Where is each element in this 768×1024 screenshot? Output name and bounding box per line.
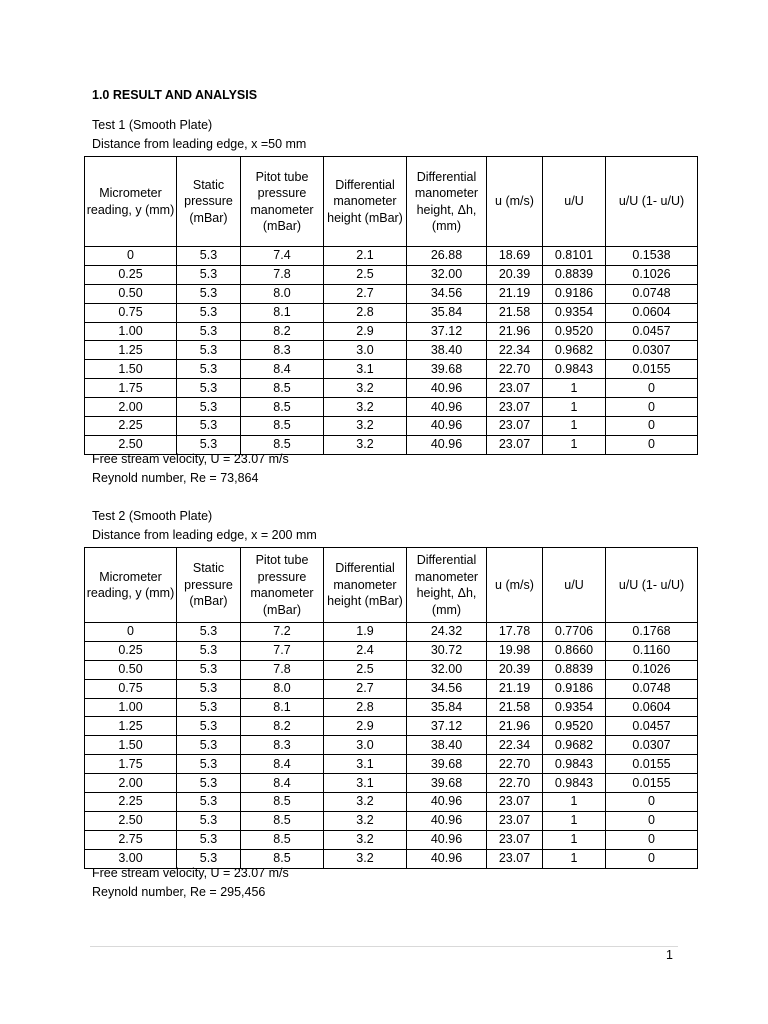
- table-row: [85, 247, 698, 266]
- table-cell: 0.1538: [606, 247, 698, 266]
- table-cell: 17.78: [487, 623, 543, 642]
- table-cell: 21.96: [487, 322, 543, 341]
- table-cell: 1: [543, 379, 606, 398]
- table-cell: 5.3: [177, 830, 241, 849]
- table-cell: 0.0748: [606, 679, 698, 698]
- table-row: [85, 360, 698, 379]
- table-cell: 1.75: [85, 379, 177, 398]
- table-cell: 0.1768: [606, 623, 698, 642]
- table-cell: 0.1026: [606, 265, 698, 284]
- table-cell: 40.96: [407, 435, 487, 454]
- table-cell: 1: [543, 830, 606, 849]
- table-cell: 40.96: [407, 793, 487, 812]
- column-header: u/U (1- u/U): [606, 157, 698, 247]
- column-header: Differential manometer height (mBar): [324, 548, 407, 623]
- table-cell: 20.39: [487, 660, 543, 679]
- table-cell: 0.7706: [543, 623, 606, 642]
- table-cell: 2.50: [85, 811, 177, 830]
- table-cell: 40.96: [407, 830, 487, 849]
- table-cell: 23.07: [487, 417, 543, 436]
- table-row: [85, 379, 698, 398]
- table-cell: 34.56: [407, 284, 487, 303]
- table-cell: 23.07: [487, 849, 543, 868]
- table-cell: 22.70: [487, 360, 543, 379]
- table-cell: 19.98: [487, 641, 543, 660]
- table-cell: 8.3: [241, 341, 324, 360]
- table-cell: 5.3: [177, 435, 241, 454]
- table-cell: 3.2: [324, 849, 407, 868]
- table-cell: 0.9843: [543, 755, 606, 774]
- table-row: [85, 679, 698, 698]
- test2-table: [84, 547, 698, 869]
- table-cell: 0.0307: [606, 341, 698, 360]
- table-cell: 8.5: [241, 379, 324, 398]
- table-cell: 8.1: [241, 698, 324, 717]
- table-row: [85, 811, 698, 830]
- table-cell: 21.19: [487, 679, 543, 698]
- table-cell: 0.9186: [543, 679, 606, 698]
- table-cell: 0: [606, 849, 698, 868]
- table-cell: 7.8: [241, 265, 324, 284]
- table-cell: 7.4: [241, 247, 324, 266]
- table-cell: 0.8101: [543, 247, 606, 266]
- table-cell: 18.69: [487, 247, 543, 266]
- table-cell: 23.07: [487, 435, 543, 454]
- footer-divider: [90, 946, 678, 947]
- column-header: Differential manometer height (mBar): [324, 157, 407, 247]
- table-cell: 7.2: [241, 623, 324, 642]
- table-cell: 0.75: [85, 303, 177, 322]
- section-heading: 1.0 RESULT AND ANALYSIS: [92, 88, 258, 102]
- table-cell: 0.50: [85, 284, 177, 303]
- table-cell: 0.25: [85, 641, 177, 660]
- table-cell: 5.3: [177, 811, 241, 830]
- table-row: [85, 736, 698, 755]
- table-cell: 0: [606, 830, 698, 849]
- table-cell: 2.00: [85, 774, 177, 793]
- table-cell: 3.2: [324, 379, 407, 398]
- table-cell: 5.3: [177, 774, 241, 793]
- column-header: Micrometer reading, y (mm): [85, 157, 177, 247]
- table-cell: 0: [606, 435, 698, 454]
- table-cell: 3.00: [85, 849, 177, 868]
- column-header: u/U: [543, 548, 606, 623]
- table-cell: 5.3: [177, 360, 241, 379]
- column-header: Static pressure (mBar): [177, 157, 241, 247]
- table-cell: 2.8: [324, 698, 407, 717]
- table-cell: 38.40: [407, 341, 487, 360]
- table-row: [85, 830, 698, 849]
- table-cell: 2.7: [324, 284, 407, 303]
- table-cell: 24.32: [407, 623, 487, 642]
- table-cell: 0: [85, 247, 177, 266]
- table-cell: 5.3: [177, 303, 241, 322]
- table-cell: 8.3: [241, 736, 324, 755]
- table-cell: 0: [85, 623, 177, 642]
- table-cell: 0.0457: [606, 717, 698, 736]
- table-cell: 8.5: [241, 830, 324, 849]
- table-cell: 5.3: [177, 265, 241, 284]
- table-cell: 0.8839: [543, 265, 606, 284]
- table-cell: 2.5: [324, 265, 407, 284]
- column-header: Pitot tube pressure manometer (mBar): [241, 548, 324, 623]
- table-row: [85, 793, 698, 812]
- table-cell: 40.96: [407, 417, 487, 436]
- table-cell: 39.68: [407, 360, 487, 379]
- table-cell: 1: [543, 417, 606, 436]
- table-cell: 35.84: [407, 303, 487, 322]
- table-cell: 2.25: [85, 793, 177, 812]
- table-row: [85, 698, 698, 717]
- table-cell: 1.25: [85, 717, 177, 736]
- table-cell: 0.9354: [543, 303, 606, 322]
- table-cell: 7.8: [241, 660, 324, 679]
- table-cell: 34.56: [407, 679, 487, 698]
- table-cell: 8.5: [241, 793, 324, 812]
- table-cell: 0.0307: [606, 736, 698, 755]
- table-cell: 39.68: [407, 774, 487, 793]
- table-cell: 1.25: [85, 341, 177, 360]
- table-row: [85, 265, 698, 284]
- table-cell: 8.5: [241, 417, 324, 436]
- table-row: [85, 660, 698, 679]
- column-header: Differential manometer height, Δh, (mm): [407, 548, 487, 623]
- table-cell: 22.34: [487, 736, 543, 755]
- table-cell: 1: [543, 849, 606, 868]
- table-cell: 2.8: [324, 303, 407, 322]
- table-row: [85, 417, 698, 436]
- table-cell: 2.9: [324, 717, 407, 736]
- table-cell: 1.75: [85, 755, 177, 774]
- table-cell: 0: [606, 793, 698, 812]
- table-cell: 0: [606, 398, 698, 417]
- table-cell: 8.2: [241, 322, 324, 341]
- test1-table-body: [85, 247, 698, 455]
- table-cell: 40.96: [407, 811, 487, 830]
- table-cell: 21.19: [487, 284, 543, 303]
- table-cell: 1: [543, 811, 606, 830]
- table-header-row: [85, 157, 698, 247]
- table-cell: 3.0: [324, 736, 407, 755]
- table-cell: 0.9186: [543, 284, 606, 303]
- table-cell: 0.1160: [606, 641, 698, 660]
- table-cell: 2.00: [85, 398, 177, 417]
- table-cell: 22.34: [487, 341, 543, 360]
- table-row: [85, 322, 698, 341]
- table-cell: 40.96: [407, 379, 487, 398]
- table-cell: 8.5: [241, 849, 324, 868]
- table-cell: 2.1: [324, 247, 407, 266]
- column-header: u/U: [543, 157, 606, 247]
- table-cell: 5.3: [177, 717, 241, 736]
- table-cell: 3.2: [324, 793, 407, 812]
- table-cell: 7.7: [241, 641, 324, 660]
- table-cell: 0.8660: [543, 641, 606, 660]
- test1-reynolds-number: Reynold number, Re = 73,864: [92, 471, 259, 485]
- table-cell: 32.00: [407, 265, 487, 284]
- table-cell: 22.70: [487, 774, 543, 793]
- table-cell: 23.07: [487, 830, 543, 849]
- table-cell: 5.3: [177, 379, 241, 398]
- table-cell: 0.8839: [543, 660, 606, 679]
- test2-table-body: [85, 623, 698, 869]
- table-cell: 0.1026: [606, 660, 698, 679]
- table-cell: 23.07: [487, 398, 543, 417]
- table-cell: 0: [606, 379, 698, 398]
- table-cell: 5.3: [177, 849, 241, 868]
- table-cell: 2.7: [324, 679, 407, 698]
- table-cell: 5.3: [177, 322, 241, 341]
- table-cell: 3.2: [324, 811, 407, 830]
- table-cell: 5.3: [177, 623, 241, 642]
- table-cell: 1.00: [85, 698, 177, 717]
- table-cell: 35.84: [407, 698, 487, 717]
- table-cell: 0.0604: [606, 303, 698, 322]
- table-cell: 23.07: [487, 379, 543, 398]
- table-cell: 8.0: [241, 679, 324, 698]
- table-cell: 38.40: [407, 736, 487, 755]
- table-cell: 5.3: [177, 284, 241, 303]
- table-cell: 5.3: [177, 247, 241, 266]
- table-row: [85, 641, 698, 660]
- table-row: [85, 341, 698, 360]
- test1-distance: Distance from leading edge, x =50 mm: [92, 137, 307, 151]
- table-cell: 0.50: [85, 660, 177, 679]
- table-cell: 8.5: [241, 398, 324, 417]
- table-cell: 23.07: [487, 793, 543, 812]
- table-cell: 5.3: [177, 660, 241, 679]
- table-cell: 8.1: [241, 303, 324, 322]
- table-cell: 0.9682: [543, 341, 606, 360]
- table-cell: 0.9520: [543, 322, 606, 341]
- table-cell: 5.3: [177, 698, 241, 717]
- table-cell: 3.1: [324, 755, 407, 774]
- table-cell: 21.96: [487, 717, 543, 736]
- table-cell: 22.70: [487, 755, 543, 774]
- table-row: [85, 717, 698, 736]
- table-cell: 1.50: [85, 360, 177, 379]
- table-cell: 3.1: [324, 774, 407, 793]
- page-number: 1: [666, 948, 673, 962]
- table-cell: 8.4: [241, 360, 324, 379]
- table-header-row: [85, 548, 698, 623]
- table-cell: 0.9354: [543, 698, 606, 717]
- table-cell: 39.68: [407, 755, 487, 774]
- table-cell: 37.12: [407, 322, 487, 341]
- table-cell: 0.9843: [543, 774, 606, 793]
- table-cell: 8.4: [241, 755, 324, 774]
- table-cell: 0.9682: [543, 736, 606, 755]
- table-cell: 3.2: [324, 830, 407, 849]
- table-cell: 40.96: [407, 849, 487, 868]
- table-cell: 3.1: [324, 360, 407, 379]
- table-cell: 8.5: [241, 811, 324, 830]
- table-cell: 5.3: [177, 341, 241, 360]
- table-cell: 40.96: [407, 398, 487, 417]
- table-cell: 1: [543, 435, 606, 454]
- table-cell: 8.2: [241, 717, 324, 736]
- column-header: u/U (1- u/U): [606, 548, 698, 623]
- table-cell: 2.75: [85, 830, 177, 849]
- table-cell: 5.3: [177, 679, 241, 698]
- test2-free-stream-velocity: Free stream velocity, U = 23.07 m/s: [92, 866, 289, 880]
- table-cell: 2.4: [324, 641, 407, 660]
- table-cell: 5.3: [177, 417, 241, 436]
- table-cell: 2.5: [324, 660, 407, 679]
- table-cell: 1: [543, 398, 606, 417]
- table-cell: 8.5: [241, 435, 324, 454]
- table-cell: 20.39: [487, 265, 543, 284]
- table-cell: 5.3: [177, 793, 241, 812]
- column-header: Differential manometer height, Δh, (mm): [407, 157, 487, 247]
- test2-distance: Distance from leading edge, x = 200 mm: [92, 528, 317, 542]
- table-cell: 5.3: [177, 755, 241, 774]
- table-row: [85, 623, 698, 642]
- test2-title: Test 2 (Smooth Plate): [92, 509, 213, 523]
- table-cell: 1.50: [85, 736, 177, 755]
- table-cell: 30.72: [407, 641, 487, 660]
- table-cell: 3.2: [324, 398, 407, 417]
- column-header: u (m/s): [487, 157, 543, 247]
- table-row: [85, 774, 698, 793]
- table-row: [85, 398, 698, 417]
- table-cell: 37.12: [407, 717, 487, 736]
- column-header: Micrometer reading, y (mm): [85, 548, 177, 623]
- table-cell: 1.00: [85, 322, 177, 341]
- table-cell: 3.2: [324, 435, 407, 454]
- test1-title: Test 1 (Smooth Plate): [92, 118, 213, 132]
- table-cell: 0.0457: [606, 322, 698, 341]
- table-cell: 0.0155: [606, 360, 698, 379]
- table-cell: 0.25: [85, 265, 177, 284]
- table-cell: 3.0: [324, 341, 407, 360]
- table-cell: 0.0155: [606, 774, 698, 793]
- table-cell: 21.58: [487, 698, 543, 717]
- table-cell: 5.3: [177, 736, 241, 755]
- table-cell: 0.9520: [543, 717, 606, 736]
- table-cell: 32.00: [407, 660, 487, 679]
- table-cell: 3.2: [324, 417, 407, 436]
- table-cell: 0: [606, 811, 698, 830]
- table-cell: 8.0: [241, 284, 324, 303]
- table-cell: 23.07: [487, 811, 543, 830]
- table-cell: 1.9: [324, 623, 407, 642]
- table-cell: 2.9: [324, 322, 407, 341]
- table-cell: 0.0748: [606, 284, 698, 303]
- table-cell: 1: [543, 793, 606, 812]
- table-cell: 5.3: [177, 641, 241, 660]
- test1-free-stream-velocity: Free stream velocity, U = 23.07 m/s: [92, 452, 289, 466]
- table-cell: 8.4: [241, 774, 324, 793]
- test1-table: [84, 156, 698, 455]
- table-cell: 2.50: [85, 435, 177, 454]
- table-cell: 0: [606, 417, 698, 436]
- table-cell: 21.58: [487, 303, 543, 322]
- table-cell: 5.3: [177, 398, 241, 417]
- test2-reynolds-number: Reynold number, Re = 295,456: [92, 885, 266, 899]
- table-cell: 26.88: [407, 247, 487, 266]
- table-cell: 0.75: [85, 679, 177, 698]
- column-header: Pitot tube pressure manometer (mBar): [241, 157, 324, 247]
- column-header: Static pressure (mBar): [177, 548, 241, 623]
- table-row: [85, 284, 698, 303]
- table-row: [85, 755, 698, 774]
- table-cell: 0.0604: [606, 698, 698, 717]
- table-cell: 2.25: [85, 417, 177, 436]
- table-row: [85, 303, 698, 322]
- table-cell: 0.9843: [543, 360, 606, 379]
- column-header: u (m/s): [487, 548, 543, 623]
- table-cell: 0.0155: [606, 755, 698, 774]
